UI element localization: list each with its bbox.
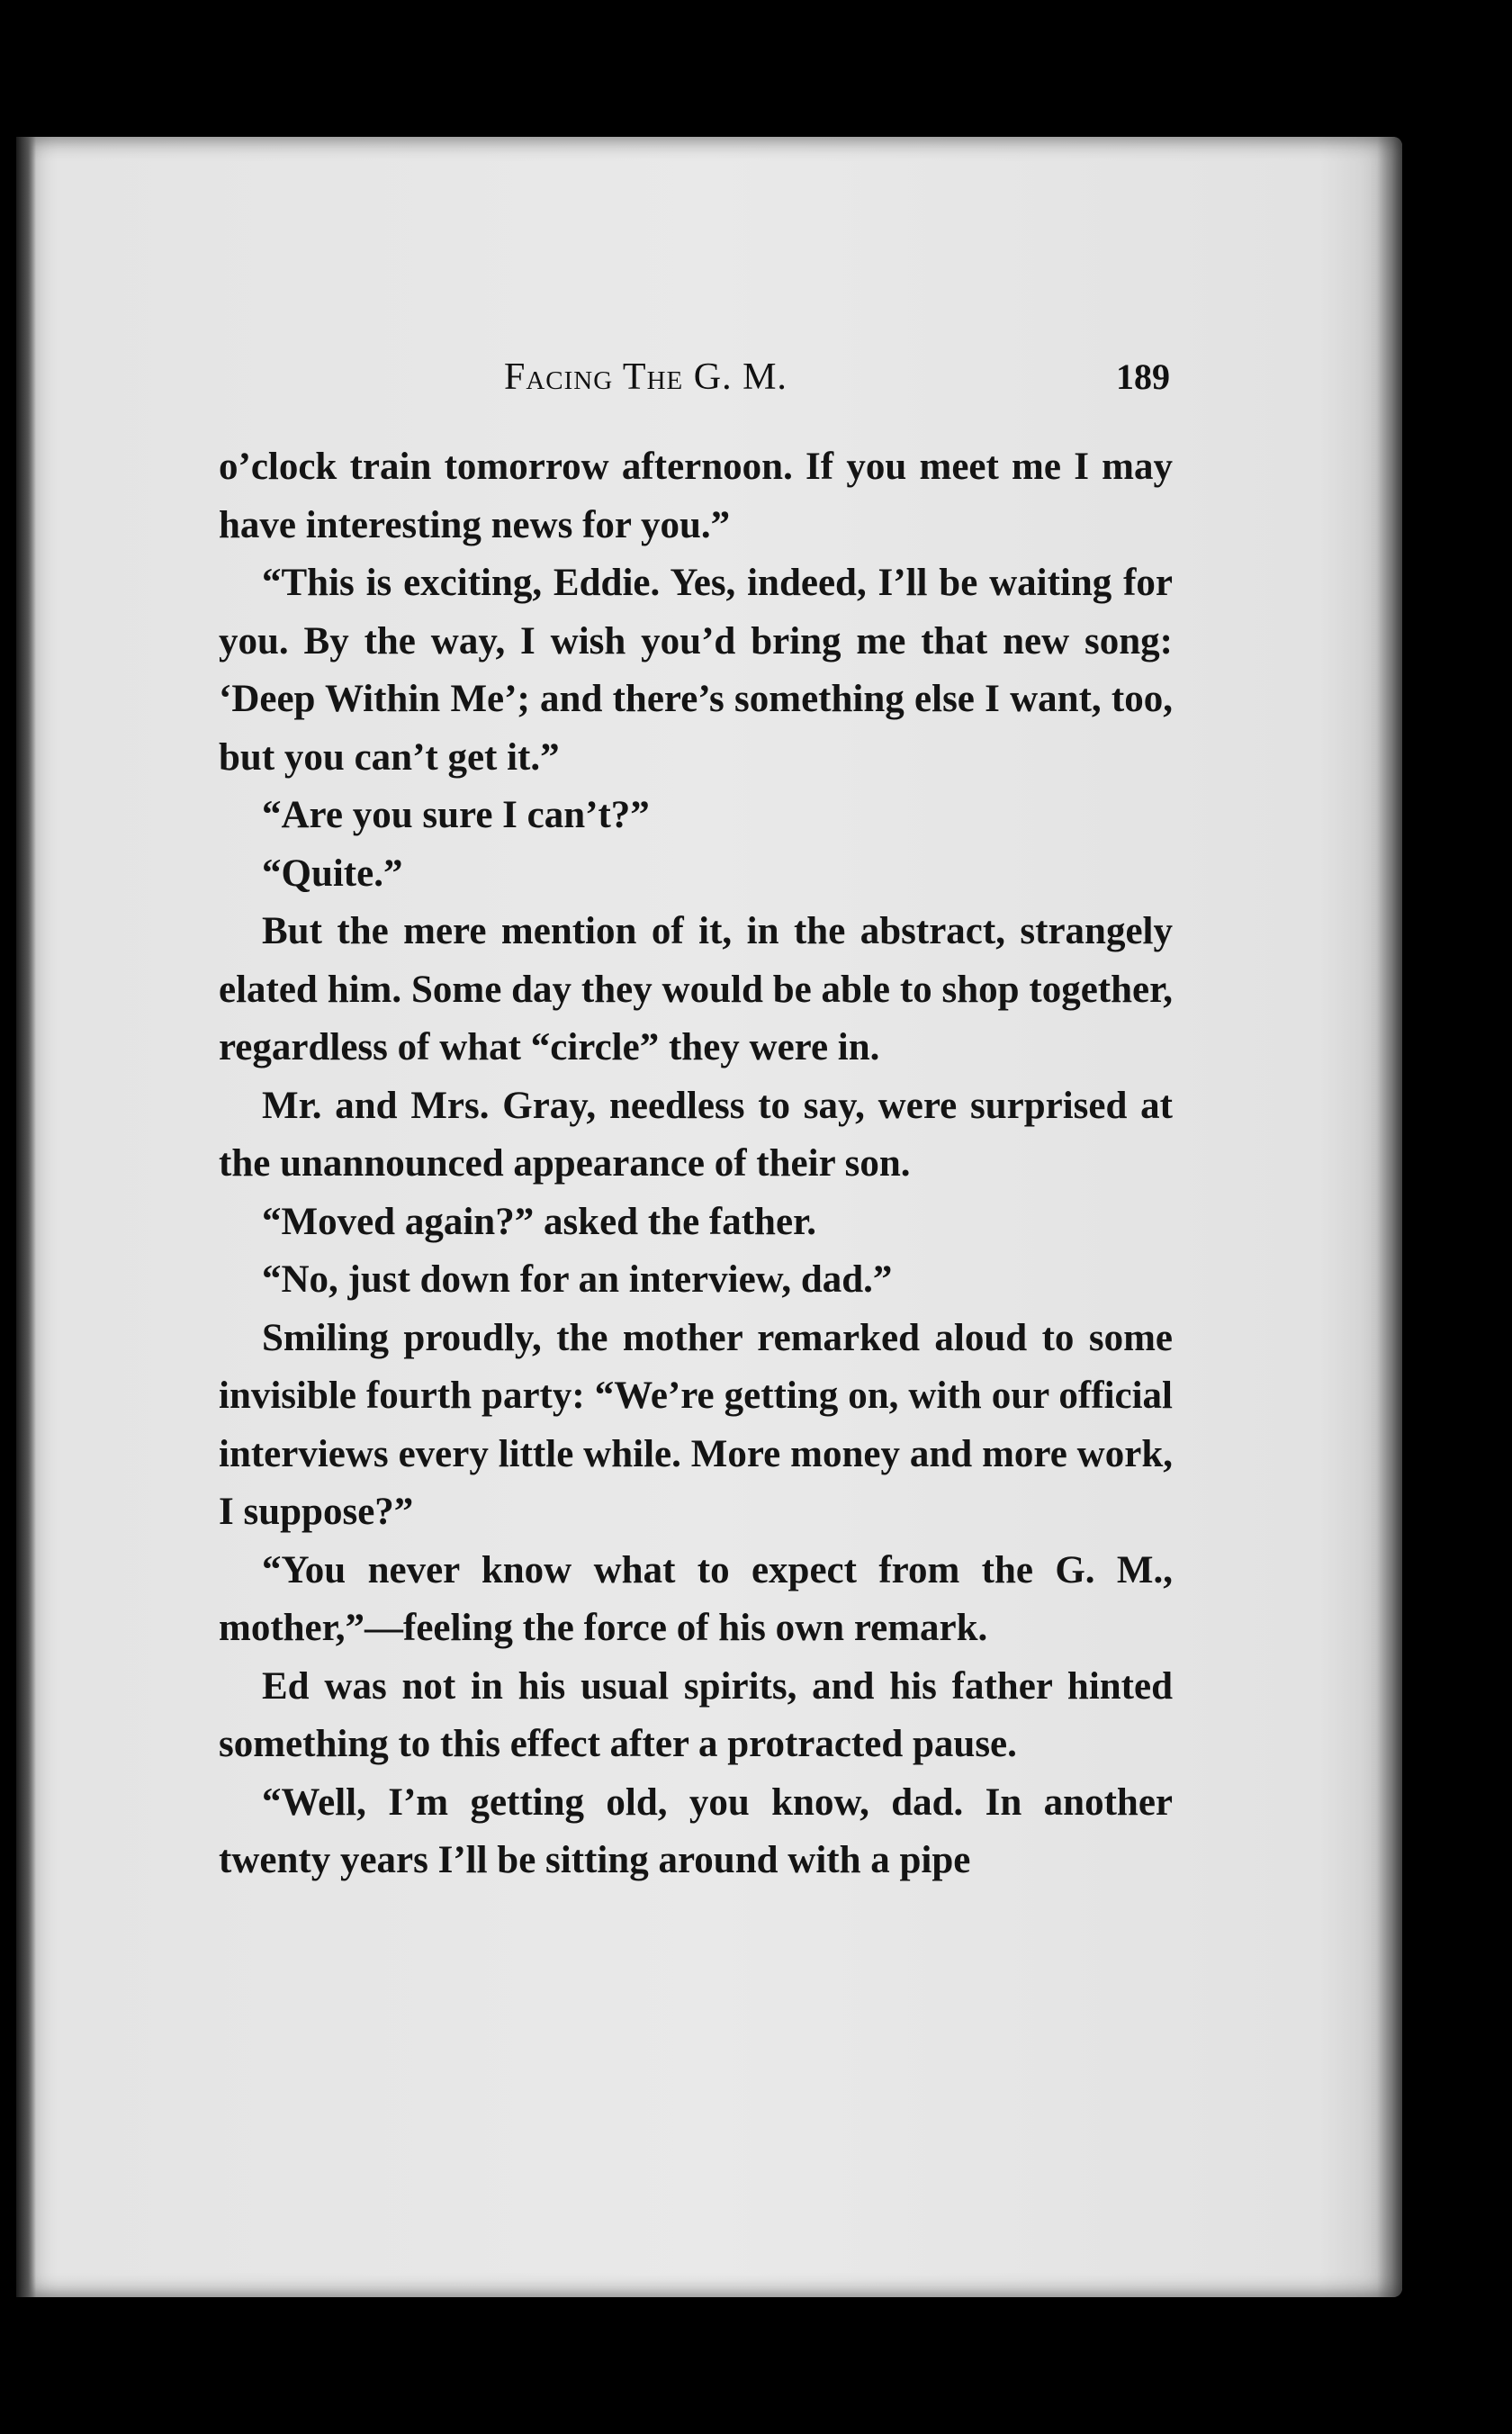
paragraph: “You never know what to expect from the G. M., mother,”—feeling the force of his own remark.: [219, 1548, 1173, 1649]
running-title: Facing The G. M.: [504, 356, 788, 398]
paragraph: o’clock train tomorrow afternoon. If you meet me I may have interesting news for you.”: [219, 446, 1173, 546]
paragraph: Smiling proudly, the mother remarked aloud to some invisible fourth party: “We’re getting on, with our official interviews every little while. More money and more work, I suppose?”: [219, 1316, 1173, 1533]
book-spine-shadow: [16, 137, 36, 2297]
paragraph: “Are you sure I can’t?”: [262, 794, 650, 836]
paragraph: “Moved again?” asked the father.: [262, 1200, 816, 1243]
page-header: [504, 356, 1170, 399]
paragraph: “This is exciting, Eddie. Yes, indeed, I’ll be waiting for you. By the way, I wish you’d bring me that new song: ‘Deep Within Me’; and there’s something else I want, too, but you can’t get it.”: [219, 562, 1173, 779]
paragraph: Mr. and Mrs. Gray, needless to say, were surprised at the unannounced appearance of their son.: [219, 1084, 1173, 1185]
paragraph: “Well, I’m getting old, you know, dad. In another twenty years I’ll be sitting around with a pipe: [219, 1780, 1173, 1881]
paragraph: Ed was not in his usual spirits, and his father hinted something to this effect after a protracted pause.: [219, 1664, 1173, 1765]
page-edge-shadow: [1377, 137, 1402, 2297]
paragraph: “Quite.”: [262, 852, 403, 895]
page-number: 189: [1116, 356, 1170, 397]
body-text: [219, 438, 1173, 1890]
paragraph: “No, just down for an interview, dad.”: [262, 1258, 893, 1301]
paragraph: But the mere mention of it, in the abstract, strangely elated him. Some day they would be able to shop together, regardless of what “circle” they were in.: [219, 910, 1173, 1068]
